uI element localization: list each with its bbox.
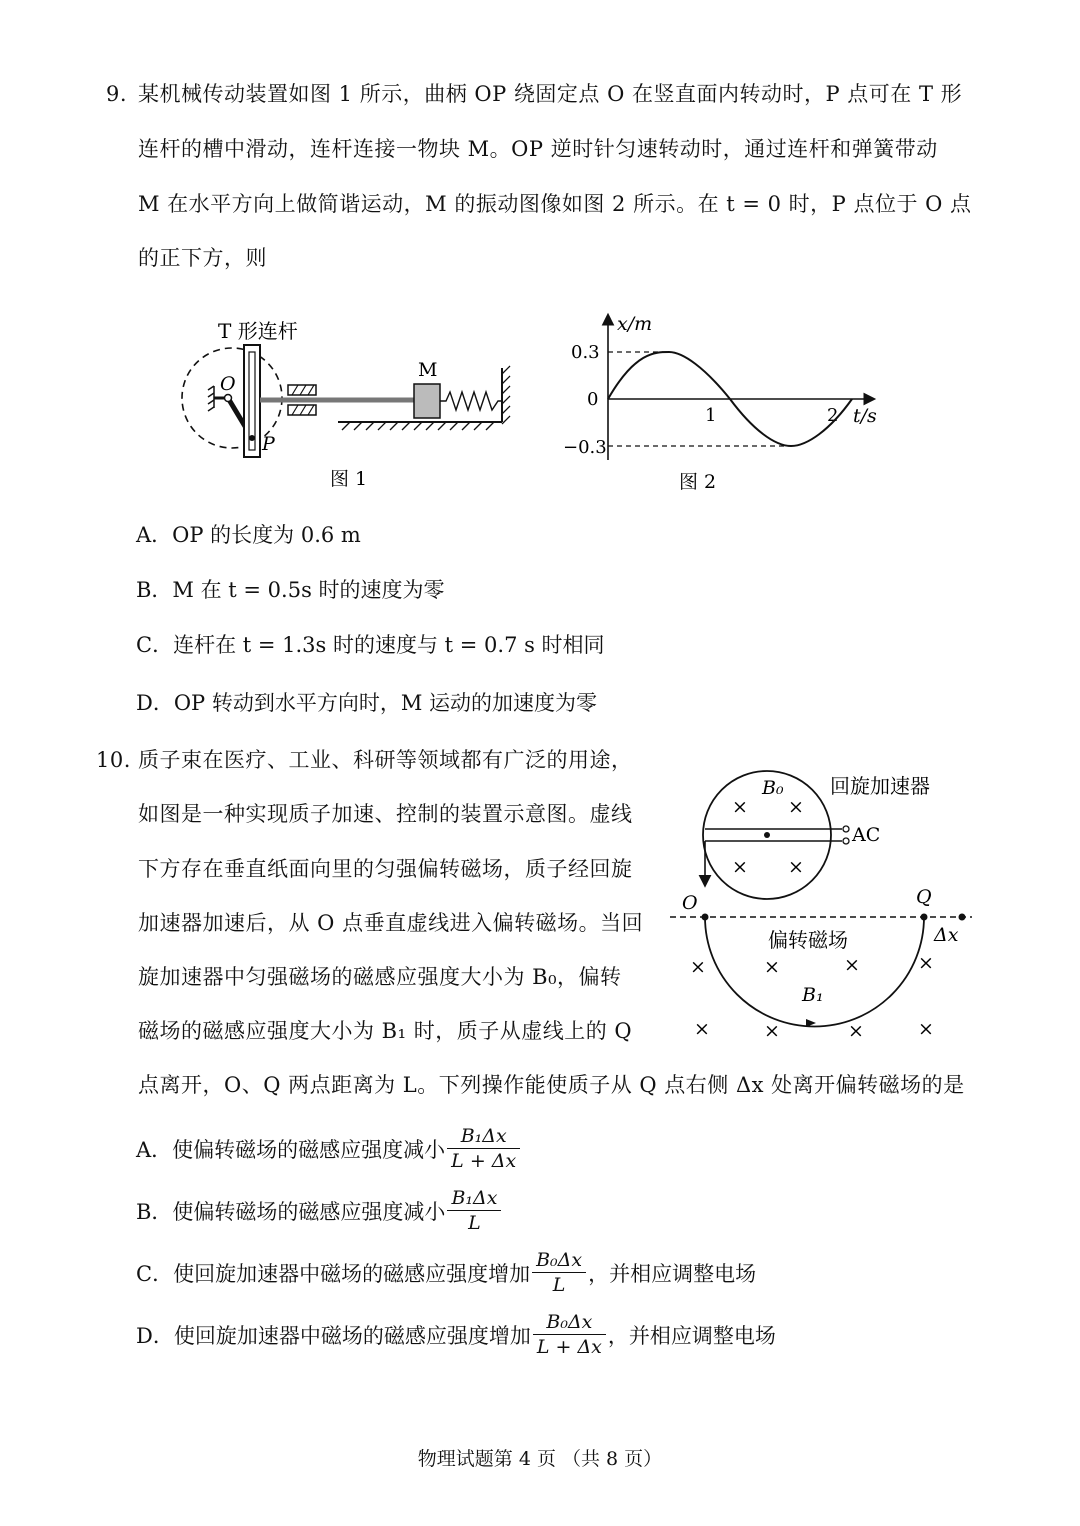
label-dx: Δx	[934, 924, 959, 946]
cross-icon: ×	[788, 796, 804, 818]
option-b-fraction	[447, 1186, 501, 1235]
q9-option-d: D．OP 转动到水平方向时，M 运动的加速度为零	[136, 691, 598, 715]
fraction-denominator: L + Δx	[536, 1336, 602, 1358]
fig1-title: T 形连杆	[218, 319, 298, 343]
q9-line-1: 某机械传动装置如图 1 所示，曲柄 OP 绕固定点 O 在竖直面内转动时，P 点可在 T 形	[138, 82, 963, 106]
q9-line-2: 连杆的槽中滑动，连杆连接一物块 M。OP 逆时针匀速转动时，通过连杆和弹簧带动	[138, 137, 938, 161]
cyclotron-label: 回旋加速器	[830, 774, 930, 798]
cross-icon: ×	[694, 1018, 710, 1040]
q9-option-c: C．连杆在 t = 1.3s 时的速度与 t = 0.7 s 时相同	[136, 633, 605, 657]
fig1-label-P: P	[262, 433, 275, 455]
q10-option-d	[136, 1310, 776, 1359]
option-c-text: C．使回旋加速器中磁场的磁感应强度增加	[136, 1261, 531, 1286]
block-m	[414, 384, 440, 418]
cross-icon: ×	[764, 1020, 780, 1042]
label-Q: Q	[916, 886, 932, 908]
cross-icon: ×	[690, 956, 706, 978]
fraction-denominator: L	[552, 1274, 566, 1296]
cross-icon: ×	[732, 796, 748, 818]
q9-option-a: A．OP 的长度为 0.6 m	[136, 523, 361, 547]
cross-icon: ×	[918, 1018, 934, 1040]
fig2-tick-x-2: 2	[827, 405, 839, 426]
option-d-text: D．使回旋加速器中磁场的磁感应强度增加	[136, 1323, 531, 1348]
field-label: 偏转磁场	[768, 928, 848, 952]
fig1-label-O: O	[220, 373, 236, 395]
cross-icon: ×	[848, 1020, 864, 1042]
pivot-support-icon	[208, 386, 214, 411]
fig2-tick-y-top: 0.3	[571, 342, 600, 363]
q10-option-b	[136, 1186, 503, 1235]
fig2-tick-x-1: 1	[705, 405, 717, 426]
fig2-xlabel: t/s	[853, 405, 877, 427]
label-O: O	[682, 892, 698, 914]
option-a-fraction	[447, 1124, 520, 1173]
cross-icon: ×	[918, 952, 934, 974]
q9-option-b: B．M 在 t = 0.5s 时的速度为零	[136, 578, 445, 602]
b0-label: B₀	[762, 777, 784, 799]
q10-number: 10.	[96, 748, 131, 772]
q9-number: 9.	[106, 82, 128, 106]
q10-figure	[670, 755, 980, 1045]
page-footer: 物理试题第 4 页 （共 8 页）	[417, 1448, 663, 1470]
q9-figure-1	[170, 310, 530, 500]
cross-icon: ×	[788, 856, 804, 878]
spring-icon	[440, 392, 502, 410]
cross-icon: ×	[844, 954, 860, 976]
cross-icon: ×	[732, 856, 748, 878]
q10-line-2: 如图是一种实现质子加速、控制的装置示意图。虚线	[138, 802, 633, 826]
b1-label: B₁	[802, 984, 824, 1006]
q9-figure-2	[555, 308, 895, 500]
ac-label: AC	[852, 824, 881, 846]
fig1-caption: 图 1	[330, 468, 368, 490]
fig2-tick-y-zero: 0	[587, 389, 599, 410]
fig2-ylabel: x/m	[617, 313, 653, 335]
fraction-denominator: L	[468, 1212, 481, 1234]
option-c-fraction	[532, 1248, 586, 1297]
option-c-suffix: ，并相应调整电场	[588, 1261, 757, 1286]
q10-line-4: 加速器加速后，从 O 点垂直虚线进入偏转磁场。当回	[138, 911, 644, 935]
fig2-caption: 图 2	[679, 471, 717, 493]
q10-line-6: 磁场的磁感应强度大小为 B₁ 时，质子从虚线上的 Q	[138, 1019, 633, 1043]
q10-option-c	[136, 1248, 756, 1297]
cross-icon: ×	[764, 956, 780, 978]
q10-option-a	[136, 1124, 522, 1173]
fraction-denominator: L + Δx	[451, 1150, 517, 1172]
fraction-numerator: B₁Δx	[447, 1124, 520, 1149]
option-d-fraction	[533, 1310, 606, 1359]
q10-line-7: 点离开，O、Q 两点距离为 L。下列操作能使质子从 Q 点右侧 Δx 处离开偏转磁场的是	[138, 1073, 965, 1097]
q10-line-3: 下方存在垂直纸面向里的匀强偏转磁场，质子经回旋	[138, 857, 633, 881]
fraction-numerator: B₁Δx	[447, 1186, 501, 1211]
q10-line-5: 旋加速器中匀强磁场的磁感应强度大小为 B₀，偏转	[138, 965, 622, 989]
option-a-text: A．使偏转磁场的磁感应强度减小	[136, 1137, 446, 1162]
fraction-numerator: B₀Δx	[532, 1248, 586, 1273]
q10-line-1: 质子束在医疗、工业、科研等领域都有广泛的用途，	[138, 748, 633, 772]
option-b-text: B．使偏转磁场的磁感应强度减小	[136, 1199, 446, 1224]
fraction-numerator: B₀Δx	[533, 1310, 606, 1335]
fig2-tick-y-bottom: −0.3	[563, 437, 607, 458]
q9-line-3: M 在水平方向上做简谐运动，M 的振动图像如图 2 所示。在 t = 0 时，P 点位于 O 点	[138, 192, 972, 216]
option-d-suffix: ，并相应调整电场	[607, 1323, 776, 1348]
fig1-label-M: M	[418, 359, 438, 381]
q9-line-4: 的正下方，则	[138, 246, 267, 270]
